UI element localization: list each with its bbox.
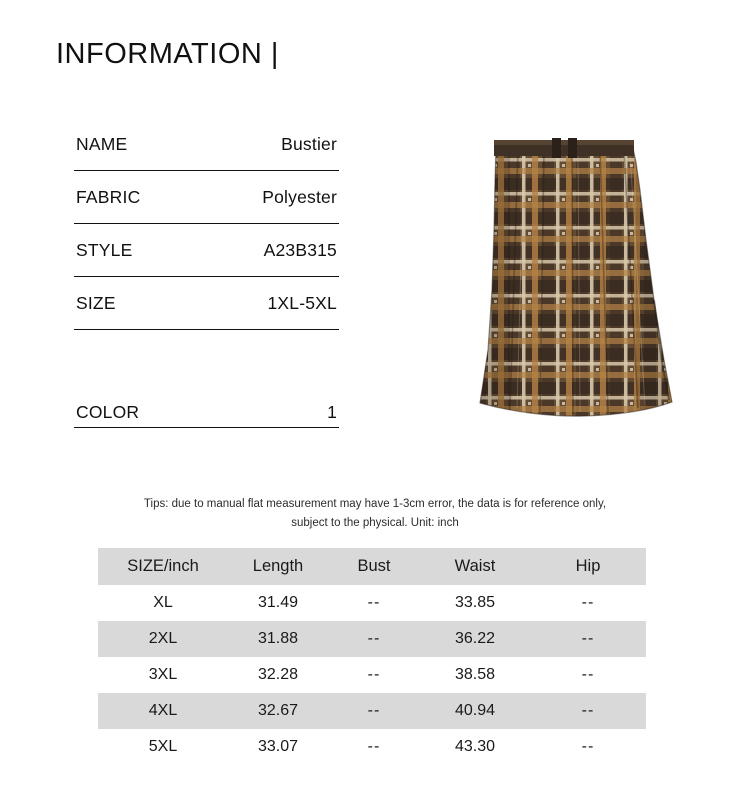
table-row	[98, 621, 646, 657]
spec-row-fabric	[74, 171, 339, 224]
plaid-skirt-illustration	[440, 110, 710, 440]
column-header-size: SIZE/inch	[127, 557, 199, 575]
cell-waist: 36.22	[454, 630, 496, 647]
column-header-waist: Waist	[454, 557, 496, 575]
cell-hip: --	[581, 738, 595, 755]
cell-waist: 40.94	[454, 702, 496, 719]
table-row	[98, 693, 646, 729]
cell-length: 32.28	[257, 666, 299, 683]
cell-size: 5XL	[148, 738, 178, 755]
cell-bust: --	[367, 702, 381, 719]
table-row	[98, 585, 646, 621]
spec-row-color	[74, 330, 339, 428]
spec-value: Bustier	[281, 133, 337, 154]
cell-hip: --	[581, 594, 595, 611]
spec-row-size	[74, 277, 339, 330]
spec-value: A23B315	[263, 239, 337, 260]
spec-label: COLOR	[76, 402, 140, 422]
spec-value: 1XL-5XL	[267, 292, 337, 313]
column-header-hip: Hip	[575, 557, 601, 575]
spec-label: STYLE	[76, 239, 133, 260]
cell-waist: 43.30	[454, 738, 496, 755]
cell-size: 4XL	[148, 702, 178, 719]
spec-label: NAME	[76, 133, 128, 154]
measurement-tips	[75, 495, 675, 533]
spec-row-style	[74, 224, 339, 277]
column-header-length: Length	[252, 557, 304, 575]
cell-size: 3XL	[148, 666, 178, 683]
size-chart-body	[98, 585, 646, 765]
size-chart-head	[98, 548, 646, 585]
cell-hip: --	[581, 702, 595, 719]
table-row	[98, 729, 646, 765]
size-chart-table	[98, 548, 646, 765]
cell-size: XL	[153, 594, 173, 611]
table-header-row	[98, 548, 646, 585]
cell-bust: --	[367, 594, 381, 611]
table-row	[98, 657, 646, 693]
spec-label: SIZE	[76, 292, 116, 313]
column-header-bust: Bust	[357, 557, 391, 575]
cell-waist: 33.85	[454, 594, 496, 611]
spec-value: Polyester	[262, 186, 337, 207]
product-information-list	[74, 118, 339, 428]
spec-value: 1	[327, 402, 337, 422]
cell-size: 2XL	[148, 630, 178, 647]
page-title: INFORMATION |	[56, 38, 279, 70]
spec-row-name	[74, 118, 339, 171]
spec-label: FABRIC	[76, 186, 141, 207]
cell-bust: --	[367, 666, 381, 683]
cell-length: 32.67	[257, 702, 299, 719]
cell-length: 33.07	[257, 738, 299, 755]
product-image	[440, 110, 710, 440]
skirt-waistband	[494, 138, 634, 158]
cell-hip: --	[581, 630, 595, 647]
tips-line-2: subject to the physical. Unit: inch	[291, 516, 459, 529]
cell-bust: --	[367, 738, 381, 755]
cell-hip: --	[581, 666, 595, 683]
tips-line-1: Tips: due to manual flat measurement may have 1-3cm error, the data is for reference only,	[143, 498, 607, 510]
cell-length: 31.49	[257, 594, 299, 611]
cell-bust: --	[367, 630, 381, 647]
cell-waist: 38.58	[454, 666, 496, 683]
skirt-svg	[440, 110, 710, 440]
cell-length: 31.88	[257, 630, 299, 647]
